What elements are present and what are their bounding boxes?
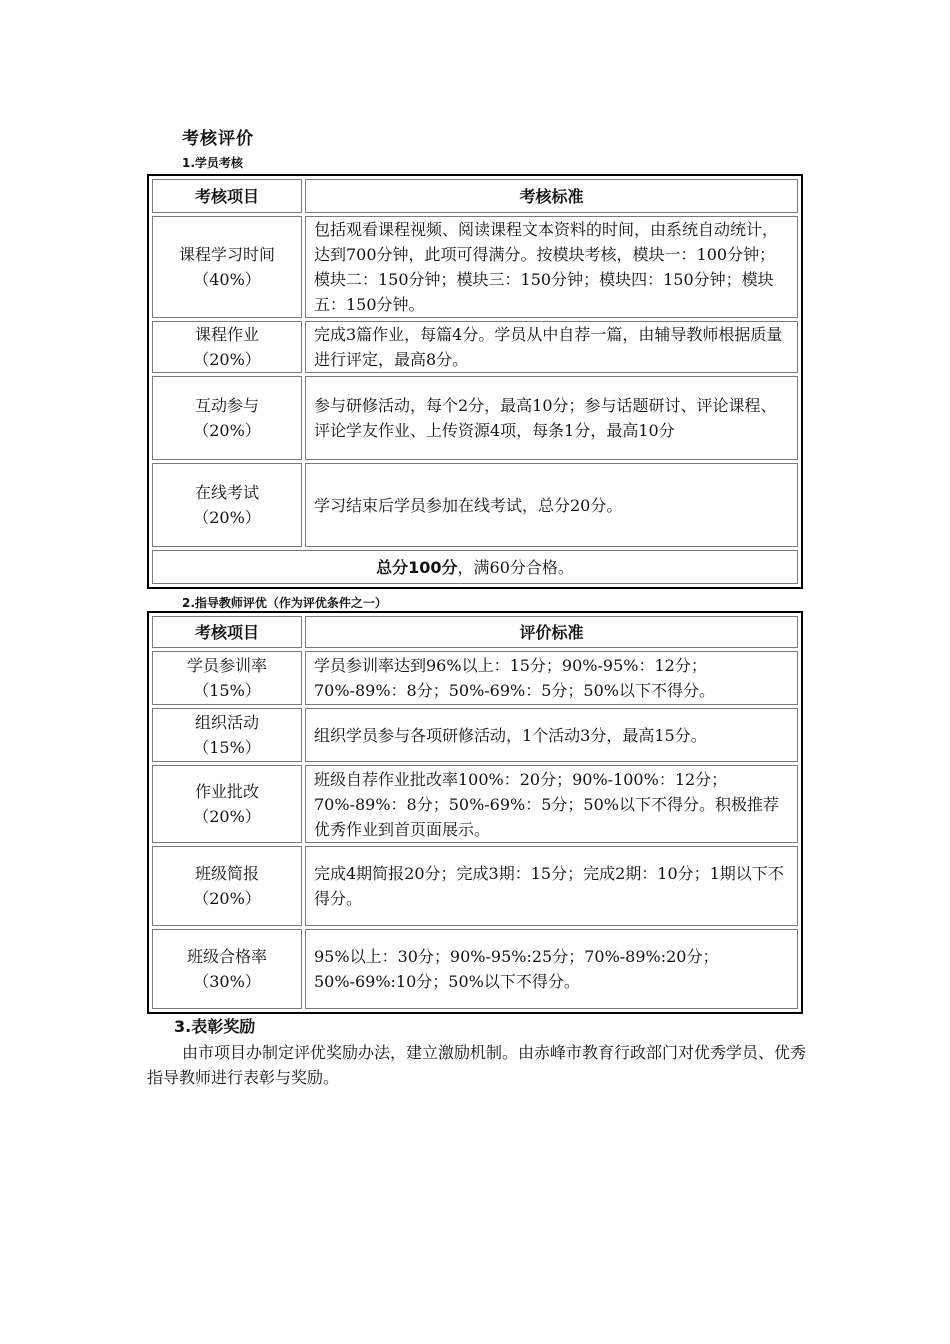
student-assessment-table <box>147 174 803 589</box>
standard-cell: 95%以上：30分；90%-95%:25分；70%-89%:20分；50%-69%:10分；50%以下不得分。 <box>305 929 798 1009</box>
item-weight: （20%） <box>193 350 261 369</box>
item-cell <box>152 846 302 926</box>
section-caption-teacher-evaluation: 2.指导教师评优（作为评优条件之一） <box>182 596 387 610</box>
table-row <box>152 463 798 547</box>
table-row <box>152 651 798 705</box>
item-cell <box>152 765 302 843</box>
pass-line: ，满60分合格。 <box>457 557 574 577</box>
item-weight: （30%） <box>193 972 261 991</box>
item-weight: （20%） <box>193 889 261 908</box>
item-weight: （20%） <box>193 421 261 440</box>
teacher-evaluation-table <box>147 611 803 1014</box>
item-name: 作业批改 <box>194 782 259 801</box>
column-header-item: 考核项目 <box>152 616 302 648</box>
standard-cell: 参与研修活动，每个2分，最高10分；参与话题研讨、评论课程、评论学友作业、上传资源4项，每条1分，最高10分 <box>305 376 798 460</box>
table-header-row <box>152 179 798 213</box>
item-cell <box>152 463 302 547</box>
award-paragraph: 由市项目办制定评优奖励办法，建立激励机制。由赤峰市教育行政部门对优秀学员、优秀指导教师进行表彰与奖励。 <box>147 1043 807 1087</box>
item-weight: （40%） <box>193 270 261 289</box>
item-cell <box>152 321 302 373</box>
column-header-standard: 评价标准 <box>305 616 798 648</box>
table-row <box>152 765 798 843</box>
table-header-row <box>152 616 798 648</box>
item-weight: （15%） <box>193 681 261 700</box>
item-name: 课程学习时间 <box>178 245 275 264</box>
standard-cell: 学员参训率达到96%以上：15分；90%-95%：12分；70%-89%：8分；50%-69%：5分；50%以下不得分。 <box>305 651 798 705</box>
standard-cell: 完成3篇作业，每篇4分。学员从中自荐一篇，由辅导教师根据质量进行评定，最高8分。 <box>305 321 798 373</box>
item-name: 课程作业 <box>194 325 259 344</box>
item-name: 学员参训率 <box>186 656 267 675</box>
table-row <box>152 216 798 318</box>
item-cell <box>152 651 302 705</box>
item-cell <box>152 376 302 460</box>
standard-cell: 组织学员参与各项研修活动，1个活动3分，最高15分。 <box>305 708 798 762</box>
standard-cell: 学习结束后学员参加在线考试，总分20分。 <box>305 463 798 547</box>
item-weight: （20%） <box>193 807 261 826</box>
column-header-item: 考核项目 <box>152 179 302 213</box>
item-weight: （20%） <box>193 508 261 527</box>
total-row <box>152 550 798 584</box>
item-weight: （15%） <box>193 738 261 757</box>
page-title: 考核评价 <box>182 129 254 149</box>
section-caption-student-assessment: 1.学员考核 <box>182 156 243 170</box>
total-score: 总分100分 <box>376 557 458 577</box>
item-cell <box>152 216 302 318</box>
item-name: 班级简报 <box>194 864 259 883</box>
table-row <box>152 376 798 460</box>
table-row <box>152 708 798 762</box>
item-cell <box>152 929 302 1009</box>
item-cell <box>152 708 302 762</box>
column-header-standard: 考核标准 <box>305 179 798 213</box>
standard-cell: 包括观看课程视频、阅读课程文本资料的时间，由系统自动统计，达到700分钟，此项可得满分。按模块考核，模块一：100分钟；模块二：150分钟；模块三：150分钟；模块四：150分钟；模块五：150分钟。 <box>305 216 798 318</box>
item-name: 组织活动 <box>194 713 259 732</box>
item-name: 在线考试 <box>194 483 259 502</box>
table-row <box>152 321 798 373</box>
standard-cell: 完成4期简报20分；完成3期：15分；完成2期：10分；1期以下不得分。 <box>305 846 798 926</box>
item-name: 班级合格率 <box>186 947 267 966</box>
table-row <box>152 846 798 926</box>
table-row <box>152 929 798 1009</box>
award-heading: 3.表彰奖励 <box>174 1017 256 1036</box>
total-cell <box>152 550 798 584</box>
standard-cell: 班级自荐作业批改率100%：20分；90%-100%：12分；70%-89%：8分；50%-69%：5分；50%以下不得分。积极推荐优秀作业到首页面展示。 <box>305 765 798 843</box>
item-name: 互动参与 <box>194 396 259 415</box>
